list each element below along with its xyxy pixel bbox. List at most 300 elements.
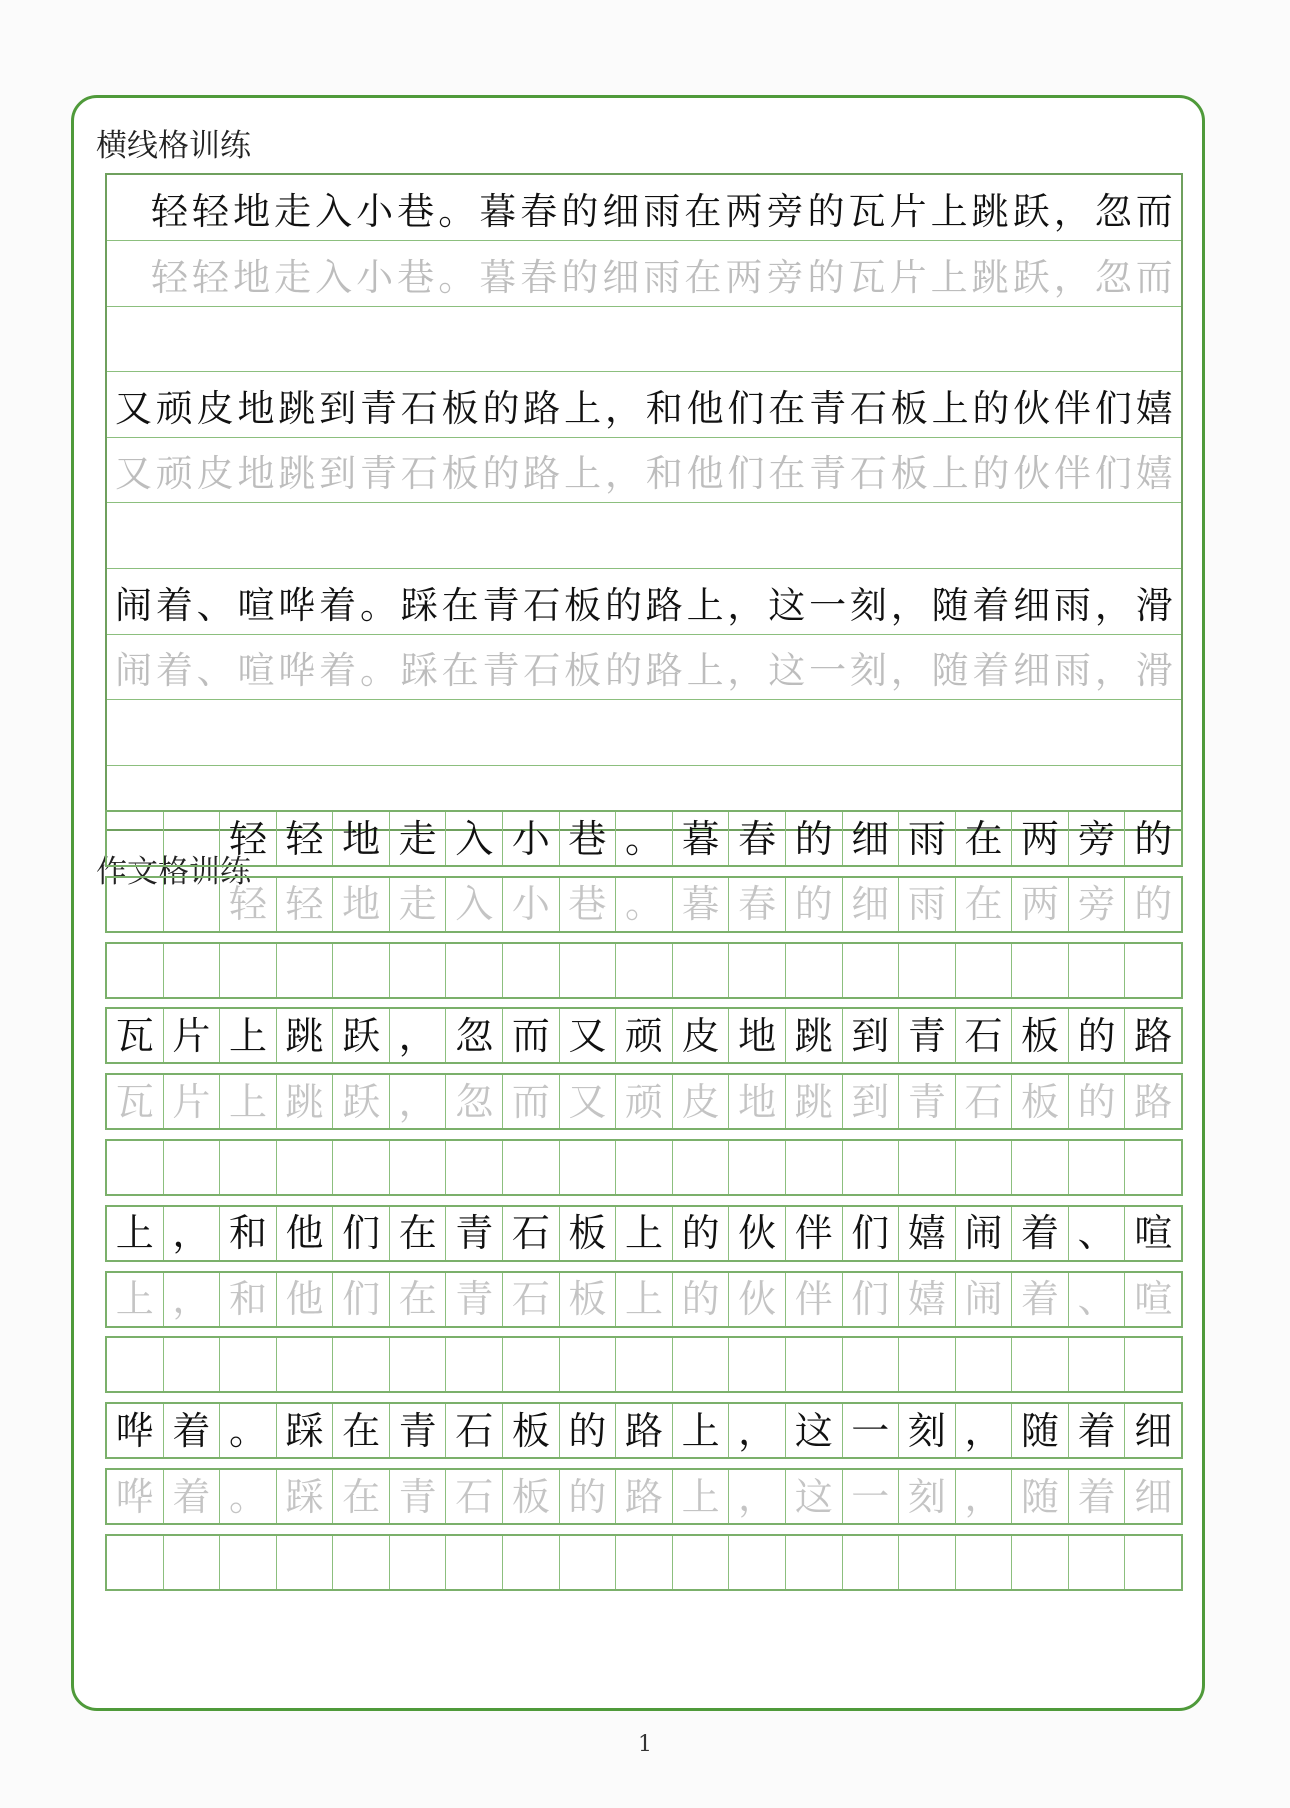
grid-cell: 的 [1125, 812, 1183, 865]
grid-cell [560, 1338, 617, 1391]
grid-row-dark [105, 810, 1183, 867]
grid-cell: 和 [220, 1273, 277, 1326]
grid-cell: 着 [1012, 1207, 1069, 1260]
grid-cell: 们 [333, 1273, 390, 1326]
grid-section-title: 作文格训练 [96, 854, 251, 890]
lined-char: 。 [359, 649, 397, 693]
grid-cell [220, 1141, 277, 1194]
lined-char: 又 [115, 452, 152, 496]
lined-char: 哗 [278, 649, 316, 693]
grid-cell: 。 [220, 1470, 277, 1523]
lined-char: 板 [890, 452, 928, 496]
grid-cell [1069, 944, 1126, 997]
grid-cell: 春 [729, 812, 786, 865]
lined-char: 。 [438, 190, 476, 233]
grid-cell: 到 [843, 1075, 900, 1128]
grid-cell: 一 [843, 1404, 900, 1457]
grid-cell: 暮 [673, 812, 730, 865]
lined-char: 青 [482, 583, 520, 627]
lined-char: 喧 [237, 583, 275, 627]
grid-cell: 地 [333, 812, 390, 865]
lined-char: 这 [768, 583, 806, 627]
lined-char: ， [604, 386, 642, 430]
grid-cell: 、 [1069, 1207, 1126, 1260]
lined-char: 春 [520, 255, 558, 299]
grid-cell [277, 1141, 334, 1194]
grid-cell: 着 [1069, 1470, 1126, 1523]
lined-char: 们 [727, 452, 765, 496]
grid-cell: 着 [1069, 1404, 1126, 1457]
grid-cell [786, 1338, 843, 1391]
lined-char: 着 [155, 649, 193, 693]
grid-row-dark [105, 1402, 1183, 1459]
grid-cell [616, 944, 673, 997]
lined-char: 闹 [115, 649, 152, 693]
grid-row-blank [105, 1534, 1183, 1591]
lined-char: 板 [890, 386, 928, 430]
grid-cell: 路 [1125, 1009, 1183, 1062]
lined-char: 青 [359, 386, 397, 430]
grid-cell: 地 [729, 1009, 786, 1062]
grid-cell: 板 [1012, 1009, 1069, 1062]
lined-char: 地 [233, 255, 271, 299]
grid-cell [1012, 944, 1069, 997]
lined-char: 细 [1013, 649, 1051, 693]
grid-cell: 春 [729, 878, 786, 931]
lined-char: 忽 [1094, 255, 1132, 299]
grid-cell: 随 [1012, 1470, 1069, 1523]
lined-char: 他 [686, 386, 724, 430]
lined-char: 他 [686, 452, 724, 496]
grid-cell [729, 1536, 786, 1589]
grid-cell [1125, 944, 1183, 997]
grid-cell: 而 [503, 1075, 560, 1128]
lined-char: 入 [315, 190, 353, 233]
grid-cell: 在 [333, 1404, 390, 1457]
lined-char: 青 [809, 452, 847, 496]
grid-cell [899, 1338, 956, 1391]
grid-cell [1125, 1536, 1183, 1589]
grid-cell [503, 1338, 560, 1391]
grid-cell: 片 [164, 1009, 221, 1062]
lined-char: 和 [645, 386, 683, 430]
grid-cell: 跃 [333, 1009, 390, 1062]
grid-cell [616, 1338, 673, 1391]
grid-cell: 板 [503, 1404, 560, 1457]
lined-char: 刻 [849, 649, 887, 693]
grid-cell: 地 [729, 1075, 786, 1128]
grid-cell: 在 [956, 812, 1013, 865]
grid-cell: 巷 [560, 878, 617, 931]
lined-char: 。 [359, 583, 397, 627]
lined-char: 上 [686, 649, 724, 693]
grid-cell: 哗 [107, 1404, 164, 1457]
grid-cell: 细 [843, 812, 900, 865]
lined-char: 小 [356, 255, 394, 299]
grid-cell: 石 [956, 1075, 1013, 1128]
lined-practice-area [105, 173, 1183, 831]
lined-char: 伴 [1054, 452, 1092, 496]
lined-char: 。 [438, 255, 476, 299]
lined-char: 轻 [151, 190, 188, 233]
grid-cell: 顽 [616, 1075, 673, 1128]
grid-cell [843, 944, 900, 997]
lined-char: 巷 [397, 190, 435, 233]
grid-cell [107, 1141, 164, 1194]
lined-char: 地 [237, 452, 275, 496]
grid-cell [560, 944, 617, 997]
grid-cell [616, 1536, 673, 1589]
grid-cell [843, 1536, 900, 1589]
lined-char: 板 [441, 452, 479, 496]
grid-cell: 。 [220, 1404, 277, 1457]
grid-cell [277, 1338, 334, 1391]
lined-char: 忽 [1094, 190, 1132, 233]
grid-cell: 跳 [786, 1009, 843, 1062]
grid-cell: 又 [560, 1009, 617, 1062]
lined-char: 小 [356, 190, 394, 233]
grid-cell: 跳 [277, 1075, 334, 1128]
grid-cell: 忽 [446, 1075, 503, 1128]
grid-cell: 细 [843, 878, 900, 931]
grid-cell: 、 [1069, 1273, 1126, 1326]
lined-char: 随 [931, 583, 969, 627]
lined-char: 片 [889, 255, 927, 299]
lined-char: ， [1094, 583, 1132, 627]
grid-cell: 的 [560, 1470, 617, 1523]
grid-cell [107, 878, 164, 931]
grid-cell [956, 944, 1013, 997]
grid-cell: 而 [503, 1009, 560, 1062]
grid-cell [503, 1536, 560, 1589]
lined-char: 青 [809, 386, 847, 430]
lined-char: 的 [482, 452, 520, 496]
grid-cell: 喧 [1125, 1273, 1183, 1326]
lined-char: 踩 [400, 583, 438, 627]
grid-cell: 的 [1125, 878, 1183, 931]
grid-cell [503, 1141, 560, 1194]
lined-char: 地 [237, 386, 275, 430]
grid-cell [164, 878, 221, 931]
grid-cell [390, 1141, 447, 1194]
grid-cell: 。 [616, 878, 673, 931]
grid-cell: 踩 [277, 1404, 334, 1457]
lined-row-trace [107, 437, 1181, 503]
grid-cell: 路 [1125, 1075, 1183, 1128]
lined-char: 瓦 [848, 255, 886, 299]
lined-row-dark [107, 372, 1181, 438]
grid-cell: 们 [333, 1207, 390, 1260]
grid-cell [673, 1536, 730, 1589]
grid-row-dark [105, 1205, 1183, 1262]
lined-char: 们 [727, 386, 765, 430]
lined-char: 跃 [1012, 255, 1050, 299]
lined-char: 跳 [278, 452, 316, 496]
lined-char: 板 [564, 583, 602, 627]
grid-cell: 的 [786, 878, 843, 931]
grid-cell: 在 [390, 1273, 447, 1326]
lined-char: 轻 [192, 255, 230, 299]
lined-row-blank [107, 306, 1181, 372]
lined-char: 石 [849, 386, 887, 430]
grid-cell [107, 1338, 164, 1391]
lined-char: 嬉 [1135, 452, 1173, 496]
grid-cell: 伴 [786, 1273, 843, 1326]
grid-cell: 这 [786, 1404, 843, 1457]
grid-cell [786, 1141, 843, 1194]
grid-cell [390, 944, 447, 997]
lined-row-trace [107, 241, 1181, 307]
lined-row-dark [107, 175, 1181, 241]
lined-char: 踩 [400, 649, 438, 693]
grid-cell: 地 [333, 878, 390, 931]
lined-char: 和 [645, 452, 683, 496]
grid-cell [1125, 1141, 1183, 1194]
lined-char: ， [890, 649, 928, 693]
grid-cell [333, 1338, 390, 1391]
lined-char: 雨 [643, 255, 681, 299]
grid-cell: 轻 [220, 878, 277, 931]
lined-char: 刻 [849, 583, 887, 627]
grid-row-trace [105, 1271, 1183, 1328]
grid-cell: 上 [220, 1075, 277, 1128]
grid-cell [390, 1536, 447, 1589]
grid-cell [1012, 1141, 1069, 1194]
grid-cell [107, 1536, 164, 1589]
grid-cell: 刻 [899, 1470, 956, 1523]
grid-row-trace [105, 876, 1183, 933]
grid-row-blank [105, 1139, 1183, 1196]
grid-cell [729, 944, 786, 997]
page-number: 1 [638, 1732, 652, 1757]
lined-char: 片 [889, 190, 927, 233]
lined-char: 闹 [115, 583, 152, 627]
lined-char: 旁 [766, 255, 804, 299]
grid-cell: 上 [673, 1470, 730, 1523]
lined-char: 着 [972, 583, 1010, 627]
grid-row-dark [105, 1007, 1183, 1064]
grid-cell: 随 [1012, 1404, 1069, 1457]
grid-cell: 上 [616, 1273, 673, 1326]
grid-cell [786, 1536, 843, 1589]
grid-cell: 上 [616, 1207, 673, 1260]
grid-cell [673, 1338, 730, 1391]
grid-cell: 轻 [277, 878, 334, 931]
lined-char: 暮 [479, 255, 517, 299]
lined-char: 跃 [1012, 190, 1050, 233]
grid-cell [220, 1338, 277, 1391]
grid-cell: 青 [899, 1009, 956, 1062]
grid-cell [956, 1338, 1013, 1391]
grid-cell: 细 [1125, 1404, 1183, 1457]
grid-cell: 着 [164, 1404, 221, 1457]
grid-cell: 这 [786, 1470, 843, 1523]
grid-cell: 轻 [220, 812, 277, 865]
lined-char: ， [1094, 649, 1132, 693]
grid-row-trace [105, 1073, 1183, 1130]
lined-char: 的 [604, 649, 642, 693]
lined-char: 们 [1094, 386, 1132, 430]
grid-cell: 顽 [616, 1009, 673, 1062]
lined-char: 到 [319, 386, 357, 430]
grid-cell: 走 [390, 878, 447, 931]
grid-cell: 细 [1125, 1470, 1183, 1523]
grid-cell: ， [956, 1404, 1013, 1457]
grid-cell: 瓦 [107, 1075, 164, 1128]
grid-cell: 路 [616, 1470, 673, 1523]
grid-row-trace [105, 1468, 1183, 1525]
lined-char: ， [1053, 190, 1091, 233]
lined-char: 瓦 [848, 190, 886, 233]
lined-char: 在 [441, 583, 479, 627]
worksheet-frame [71, 95, 1205, 1711]
grid-cell: 上 [220, 1009, 277, 1062]
lined-char: 喧 [237, 649, 275, 693]
lined-char: 又 [115, 386, 152, 430]
grid-cell: 巷 [560, 812, 617, 865]
grid-cell [107, 812, 164, 865]
grid-cell: ， [956, 1470, 1013, 1523]
lined-char: 的 [561, 190, 599, 233]
lined-char: 上 [930, 190, 968, 233]
lined-char: 着 [319, 583, 357, 627]
lined-char: 嬉 [1135, 386, 1173, 430]
lined-char: 细 [602, 255, 640, 299]
grid-cell: ， [729, 1404, 786, 1457]
lined-char: 上 [931, 452, 969, 496]
grid-cell [899, 1141, 956, 1194]
lined-char: 的 [482, 386, 520, 430]
lined-char: 青 [482, 649, 520, 693]
lined-char: 、 [196, 649, 234, 693]
grid-cell: 嬉 [899, 1207, 956, 1260]
grid-cell: 忽 [446, 1009, 503, 1062]
grid-cell [333, 944, 390, 997]
lined-char: 在 [768, 452, 806, 496]
grid-cell: 他 [277, 1273, 334, 1326]
grid-cell: 轻 [277, 812, 334, 865]
grid-cell [899, 944, 956, 997]
lined-char: 巷 [397, 255, 435, 299]
lined-char: 随 [931, 649, 969, 693]
grid-cell: 青 [899, 1075, 956, 1128]
grid-cell [1125, 1338, 1183, 1391]
grid-cell: 旁 [1069, 878, 1126, 931]
grid-cell: 瓦 [107, 1009, 164, 1062]
grid-cell [956, 1141, 1013, 1194]
grid-cell: 青 [390, 1404, 447, 1457]
grid-cell: 石 [503, 1207, 560, 1260]
grid-cell: ， [729, 1470, 786, 1523]
grid-cell: 上 [673, 1404, 730, 1457]
lined-char: ， [727, 583, 765, 627]
grid-cell: 着 [1012, 1273, 1069, 1326]
grid-cell [164, 1141, 221, 1194]
lined-char: 皮 [196, 452, 234, 496]
lined-char: 细 [1013, 583, 1051, 627]
lined-char: 轻 [151, 255, 188, 299]
grid-cell [333, 1536, 390, 1589]
grid-cell: 们 [843, 1273, 900, 1326]
lined-char: 旁 [766, 190, 804, 233]
grid-cell: 青 [390, 1470, 447, 1523]
grid-cell: 石 [446, 1404, 503, 1457]
grid-cell: ， [164, 1273, 221, 1326]
lined-char: 石 [523, 649, 561, 693]
lined-char: 的 [807, 190, 845, 233]
lined-char: 着 [972, 649, 1010, 693]
lined-char: 入 [315, 255, 353, 299]
grid-cell: 石 [446, 1470, 503, 1523]
lined-char: 走 [274, 255, 312, 299]
lined-char: 青 [359, 452, 397, 496]
grid-cell [107, 944, 164, 997]
grid-cell: 闹 [956, 1207, 1013, 1260]
lined-char: 在 [684, 190, 722, 233]
lined-char: 两 [725, 255, 763, 299]
grid-cell: ， [390, 1075, 447, 1128]
lined-char: 轻 [192, 190, 230, 233]
lined-char: ， [604, 452, 642, 496]
lined-char: 上 [931, 386, 969, 430]
grid-cell: 板 [560, 1207, 617, 1260]
grid-cell: 石 [503, 1273, 560, 1326]
grid-cell [446, 1141, 503, 1194]
lined-char: 上 [564, 386, 602, 430]
grid-cell: 嬉 [899, 1273, 956, 1326]
lined-char: 滑 [1135, 583, 1173, 627]
grid-cell: 的 [1069, 1075, 1126, 1128]
grid-cell: 在 [390, 1207, 447, 1260]
grid-cell: 雨 [899, 878, 956, 931]
lined-char: 哗 [278, 583, 316, 627]
lined-char: 跳 [971, 255, 1009, 299]
grid-cell [390, 1338, 447, 1391]
lined-char: 地 [233, 190, 271, 233]
lined-char: 到 [319, 452, 357, 496]
lined-row-blank [107, 503, 1181, 569]
grid-cell: 哗 [107, 1470, 164, 1523]
grid-cell: 们 [843, 1207, 900, 1260]
lined-char: 雨 [1054, 583, 1092, 627]
grid-cell: 着 [164, 1470, 221, 1523]
grid-cell: 皮 [673, 1075, 730, 1128]
lined-char: 路 [523, 386, 561, 430]
grid-cell: 雨 [899, 812, 956, 865]
lined-char: 石 [849, 452, 887, 496]
grid-cell [164, 812, 221, 865]
grid-cell: 一 [843, 1470, 900, 1523]
lined-char: 着 [319, 649, 357, 693]
lined-char: 路 [645, 583, 683, 627]
lined-char: 顽 [155, 452, 193, 496]
lined-char: 石 [400, 386, 438, 430]
lined-char: 跳 [278, 386, 316, 430]
lined-char: 、 [196, 583, 234, 627]
lined-char: 而 [1135, 255, 1173, 299]
grid-cell: 跳 [786, 1075, 843, 1128]
grid-cell [164, 1536, 221, 1589]
grid-cell [220, 1536, 277, 1589]
grid-cell: 皮 [673, 1009, 730, 1062]
grid-cell: 的 [673, 1207, 730, 1260]
grid-cell [446, 944, 503, 997]
lined-char: 上 [930, 255, 968, 299]
grid-cell: 青 [446, 1207, 503, 1260]
grid-cell [164, 944, 221, 997]
grid-cell: 跃 [333, 1075, 390, 1128]
grid-cell: 跳 [277, 1009, 334, 1062]
